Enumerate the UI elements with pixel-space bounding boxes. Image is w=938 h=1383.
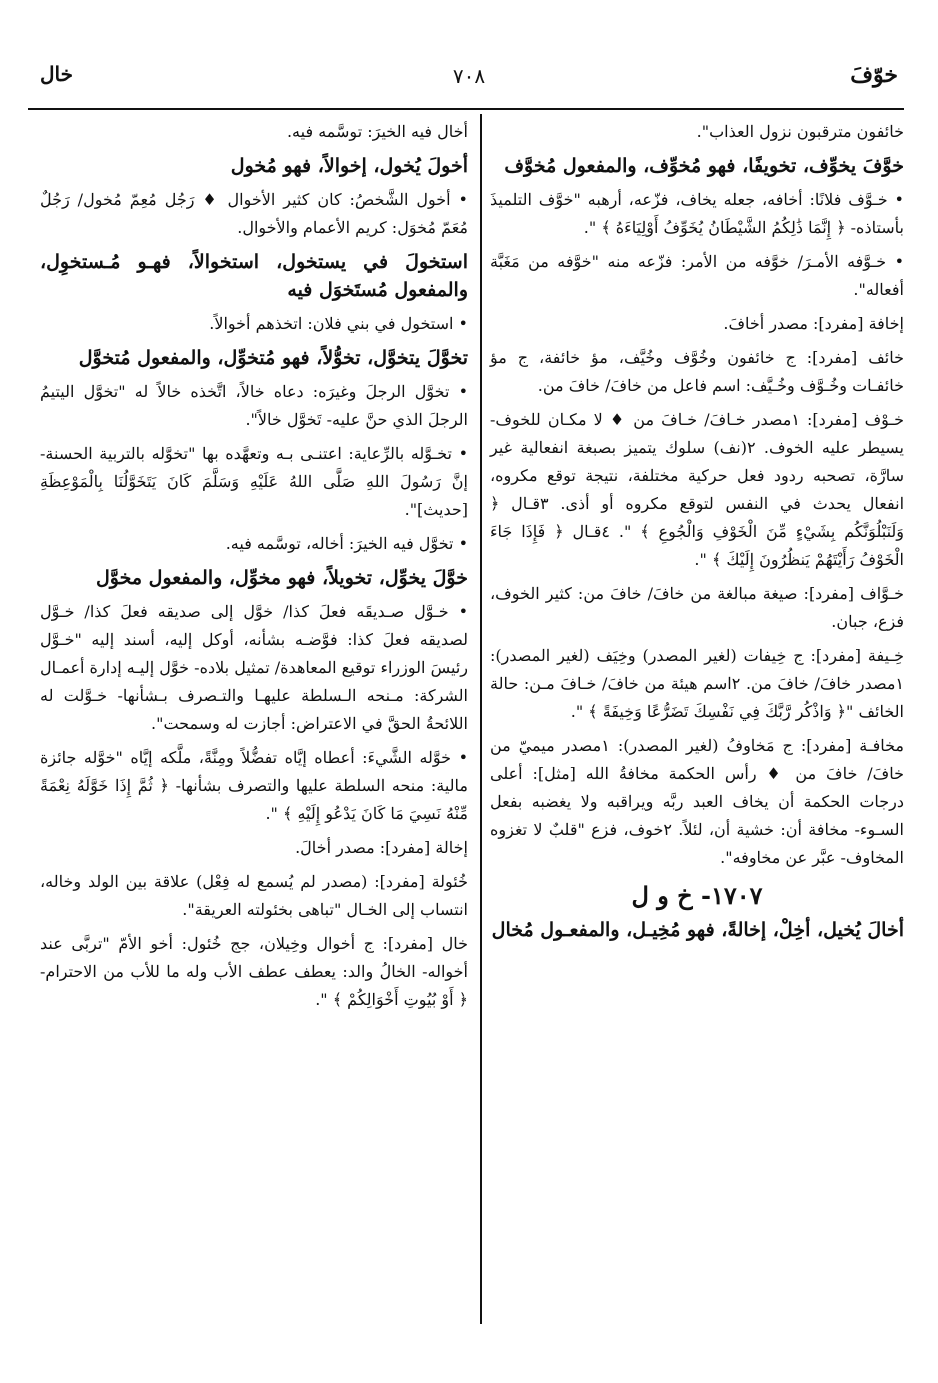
sense-item: • تخوَّل فيه الخيرَ: أخاله، توسَّمه فيه. — [225, 534, 468, 553]
root-section-heading: ١٧٠٧- خ و ل — [631, 881, 763, 910]
headword-line: أخولَ يُخول، إخوالاً، فهو مُخول — [230, 155, 468, 177]
entry-text: خائف [مفرد]: ج خائفون وخُوَّف وخُيَّف، مؤ خائفة، ج مؤ خائفـات وخُـوَّف وخُـيَّف: اسم فاعل من خافَ/ خافَ من. — [490, 348, 904, 395]
entry-text: مخافـة [مفرد]: ج مَخاوفُ (لغير المصدر): ١مصدر ميميّ من خافَ/ خافَ من ♦ رأس الحكمة مخافةُ الله [مثل]: أعلى درجات الحكمة أن يخاف العبد ربَّه ويراقبه ولا يغضبه بفعل السـوء- مخافة أن: خشية أن، لئلاً. ٢خوف، فزع "قلبٌ لا تغزوه المخاوف- عبَّر عن مخاوفه". — [490, 736, 904, 867]
sense-item: • تخوَّل الرجلَ وغيرَه: دعاه خالاً، اتَّخذه خالاً له "تخوَّل اليتيمُ الرجلَ الذي حنَّ عليه- تَخوَّل خالاً". — [40, 382, 468, 429]
entry-text: خـوَّاف [مفرد]: صيغة مبالغة من خافَ/ خافَ من: كثير الخوف، فزع، جبان. — [490, 584, 904, 631]
entry-text: خال [مفرد]: ج أخوال وخِيلان، جج خُئول: أخو الأمّ "تربَّى عند أخواله- الخالُ والد: يعطف عطف الأب وله ما للأب من الاحترام- ﴿ أَوْ بُيُوتِ أَخْوَالِكُمْ ﴾ ". — [40, 934, 468, 1009]
page-number: ٧٠٨ — [452, 64, 486, 88]
entry-text: خائفون مترقبون نزول العذاب". — [696, 122, 904, 141]
headword-line: أخالَ يُخيل، أخِلْ، إخالةً، فهو مُخِيـل، والمفعـول مُخال — [491, 919, 904, 941]
header-first-word: خوّفَ — [850, 62, 898, 88]
sense-item: • خوَّله الشَّيءَ: أعطاه إيَّاه تفضُّلاً ومِنَّةً، ملَّكه إيَّاه "خوَّله جائزة مالية: منحه السلطة عليها والتصرف بشأنها- ﴿ ثُمَّ إِذَا خَوَّلَهُ نِعْمَةً مِّنْهُ نَسِيَ مَا كَانَ يَدْعُو إِلَيْهِ ﴾ ". — [40, 748, 468, 823]
headword-line: تخوَّلَ يتخوَّل، تخوُّلاً، فهو مُتخوِّل، والمفعول مُتخوَّل — [78, 347, 468, 369]
sense-item: • استخول في بني فلان: اتخذهم أخوالاً. — [209, 314, 468, 333]
column-divider — [480, 114, 482, 1324]
sense-item: • تخـوَّله بالرِّعاية: اعتنـى بـه وتعهَّده بها "تخوَّله بالتربية الحسنة- إنَّ رَسُولَ اللهِ صَلَّى اللهُ عَلَيْهِ وَسَلَّمَ كَانَ يَتَخَوَّلُنَا بِالْمَوْعِظَةِ [حديث]". — [40, 444, 468, 519]
headword-line: خوَّفَ يخوِّف، تخويفًا، فهو مُخوِّف، والمفعول مُخوَّف — [504, 155, 904, 177]
entry-text: إخالة [مفرد]: مصدر أخالَ. — [295, 838, 468, 857]
sense-item: أخال فيه الخيرَ: توسَّمه فيه. — [286, 122, 468, 141]
sense-item: • خـوَّل صـديقَه فعلَ كذا/ خوَّل إلى صديقه فعلَ كذا/ خـوَّل لصديقه فعلَ كذا: فوَّضـه بشأنه، أوكل إليه، أسند إليه "خـوَّل رئيسَ الوزراء توقيع المعاهدة/ تمثيل بلاده- خوَّل إليـه إدارة أعمـال الشركة: مـنحه الـسلطة عليهـا والتـصرف بـشأنها- خـوَّلت له اللائحةُ الحقَّ في الاعتراض: أجازت له وسمحت". — [40, 602, 468, 733]
sense-item: • أخول الشَّخصُ: كان كثير الأخوال ♦ رَجُل مُعِمّ مُخول/ رَجُلٌ مُعَمّ مُخوَل: كريم الأعمام والأخوال. — [40, 190, 468, 237]
entry-text: خُئولة [مفرد]: (مصدر لم يُسمع له فِعْل) علاقة بين الولد وخاله، انتساب إلى الخـال "تباهى بخئولته العريقة". — [40, 872, 468, 919]
page-header — [40, 62, 898, 98]
sense-item: • خـوَّفه الأمـرَ/ خوَّفه من الأمر: فزّعه منه "خوَّفه من مَغَبَّة أفعاله". — [490, 252, 904, 299]
entry-text: خِـيفة [مفرد]: ج خِيفات (لغير المصدر) وخِيَف (لغير المصدر): ١مصدر خافَ/ خافَ من. ٢اسم هيئة من خافَ/ خـافَ مـن: حالة الخائف "﴿ وَاذْكُر رَّبَّكَ فِي نَفْسِكَ تَضَرُّعًا وَخِيفَةً ﴾ ". — [490, 646, 904, 721]
entry-text: خـوْف [مفرد]: ١مصدر خـافَ/ خـافَ من ♦ لا مكـان للخوف- يسيطر عليه الخوف. ٢(نف) سلوك يتميز بصبغة انفعالية غير سارَّة، تصحبه ردود فعل حركية مختلفة، نتيجة توقع مكروه، انفعال يحدث في النفس لتوقع مكروه أو أذى. ٣قـال ﴿ وَلَنَبْلُوَنَّكُم بِشَيْءٍ مِّنَ الْخَوْفِ وَالْجُوعِ ﴾ ". ٤قـال ﴿ فَإِذَا جَاءَ الْخَوْفُ رَأَيْتَهُمْ يَنظُرُونَ إِلَيْكَ ﴾ ". — [490, 410, 905, 569]
headword-line: خوَّلَ يخوِّل، تخويلاً، فهو مخوِّل، والمفعول مخوَّل — [95, 567, 468, 589]
sense-item: • خـوَّف فلانًا: أخافه، جعله يخاف، فزّعه، أرهبه "خوَّف التلميذَ بأستاذه- ﴿ إِنَّمَا ذَٰلِكُمُ الشَّيْطَانُ يُخَوِّفُ أَوْلِيَاءَهُ ﴾ ". — [490, 190, 904, 237]
header-rule — [28, 108, 904, 110]
headword-line: استخولَ في يستخول، استخوالاً، فهـو مُـستخوِل، والمفعول مُستَخوَل فيه — [40, 251, 468, 301]
entry-text: إخافة [مفرد]: مصدر أخافَ. — [723, 314, 904, 333]
left-column — [40, 118, 468, 1020]
header-last-word: خال — [40, 62, 73, 86]
right-column — [490, 118, 904, 950]
